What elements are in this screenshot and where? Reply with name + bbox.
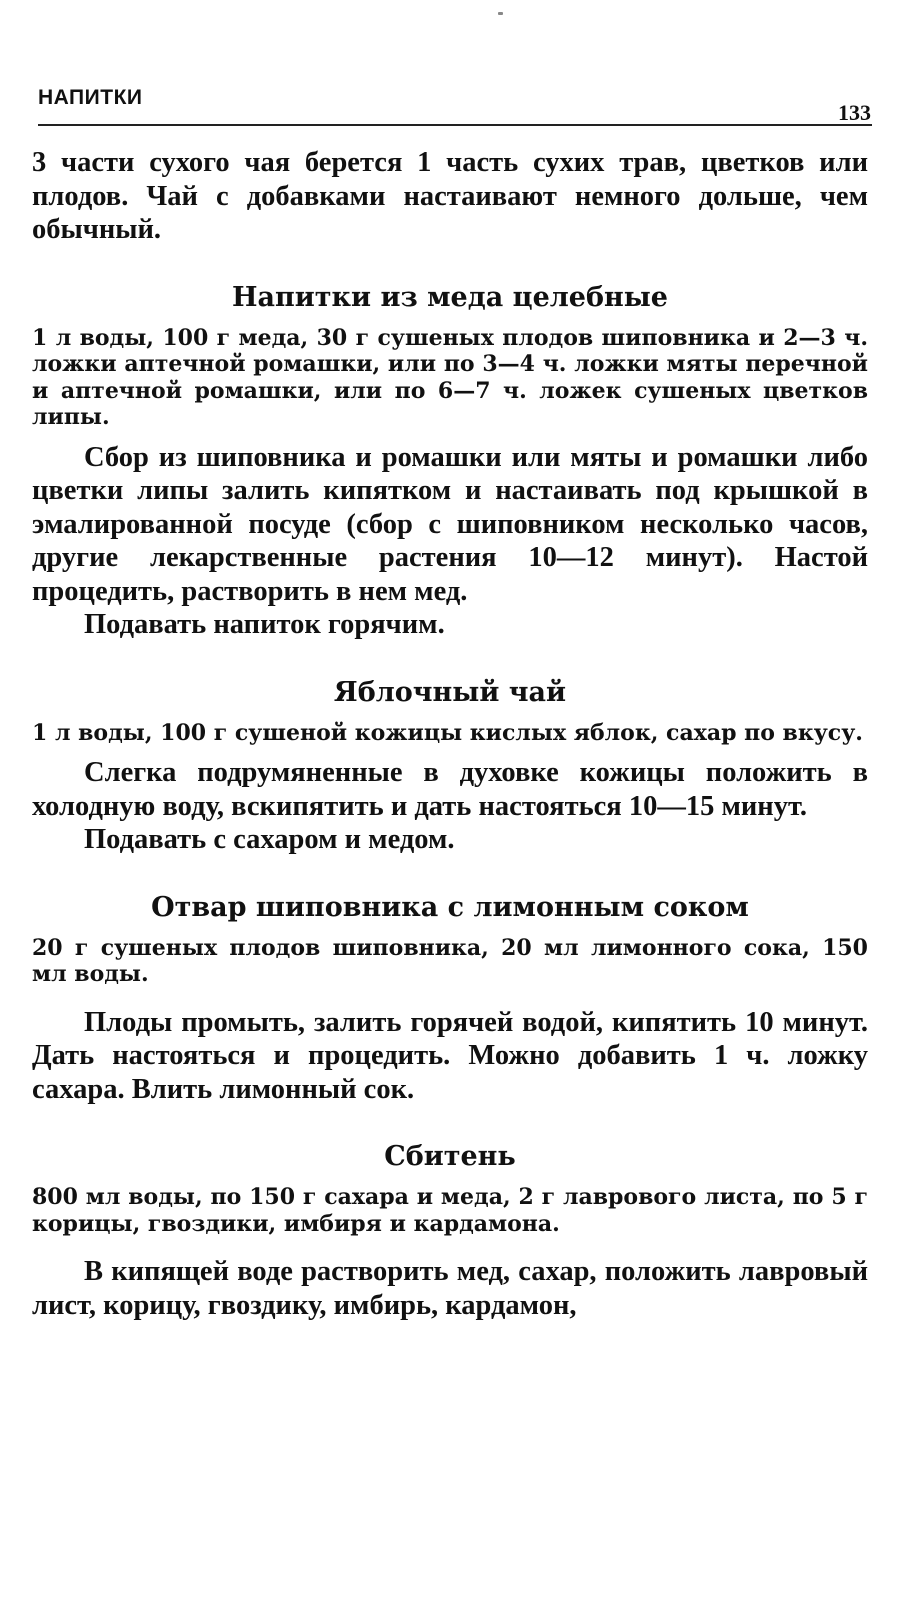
scan-speck: [498, 12, 503, 15]
recipe-title: Сбитень: [384, 1141, 516, 1172]
header-rule: [38, 124, 872, 126]
recipe-ingredients: 800 мл воды, по 150 г сахара и меда, 2 г лаврового листа, по 5 г корицы, гвоздики, имбиря и кардамона.: [32, 1184, 868, 1237]
recipe-step: Слегка подрумяненные в духовке кожицы положить в холодную воду, вскипятить и дать настояться 10—15 минут.: [32, 757, 868, 822]
recipe-ingredients: 1 л воды, 100 г сушеной кожицы кислых яблок, сахар по вкусу.: [32, 719, 863, 746]
recipe-ingredients: 1 л воды, 100 г меда, 30 г сушеных плодов шиповника и 2—3 ч. ложки аптечной ромашки, или по 3—4 ч. ложки мяты перечной и аптечной ромашки, или по 6—7 ч. ложек сушеных цветков липы.: [32, 324, 868, 430]
intro-paragraph: 3 части сухого чая берется 1 часть сухих трав, цветков или плодов. Чай с добавками настаивают немного дольше, чем обычный.: [32, 147, 868, 245]
page-number: 133: [838, 100, 871, 125]
recipe-step: Плоды промыть, залить горячей водой, кипятить 10 минут. Дать настояться и процедить. Можно добавить 1 ч. ложку сахара. Влить лимонный сок.: [32, 1006, 868, 1105]
page-body: [32, 146, 868, 1322]
recipe-ingredients: 20 г сушеных плодов шиповника, 20 мл лимонного сока, 150 мл воды.: [32, 934, 868, 987]
recipe-title: Яблочный чай: [333, 676, 567, 708]
recipe-step: В кипящей воде растворить мед, сахар, положить лавровый лист, корицу, гвоздику, имбирь, кардамон,: [32, 1256, 868, 1321]
recipe-title: Отвар шиповника с лимонным соком: [151, 891, 749, 923]
running-head: НАПИТКИ: [38, 86, 143, 109]
recipe-step: Подавать напиток горячим.: [84, 609, 445, 640]
recipe-step: Подавать с сахаром и медом.: [84, 824, 455, 855]
recipe-title: Напитки из меда целебные: [232, 281, 668, 313]
recipe-step: Сбор из шиповника и ромашки или мяты и ромашки либо цветки липы залить кипятком и настаивать под крышкой в эмалированной посуде (сбор с шиповником несколько часов, другие лекарственные растения 10—12 минут). Настой процедить, растворить в нем мед.: [32, 441, 868, 607]
